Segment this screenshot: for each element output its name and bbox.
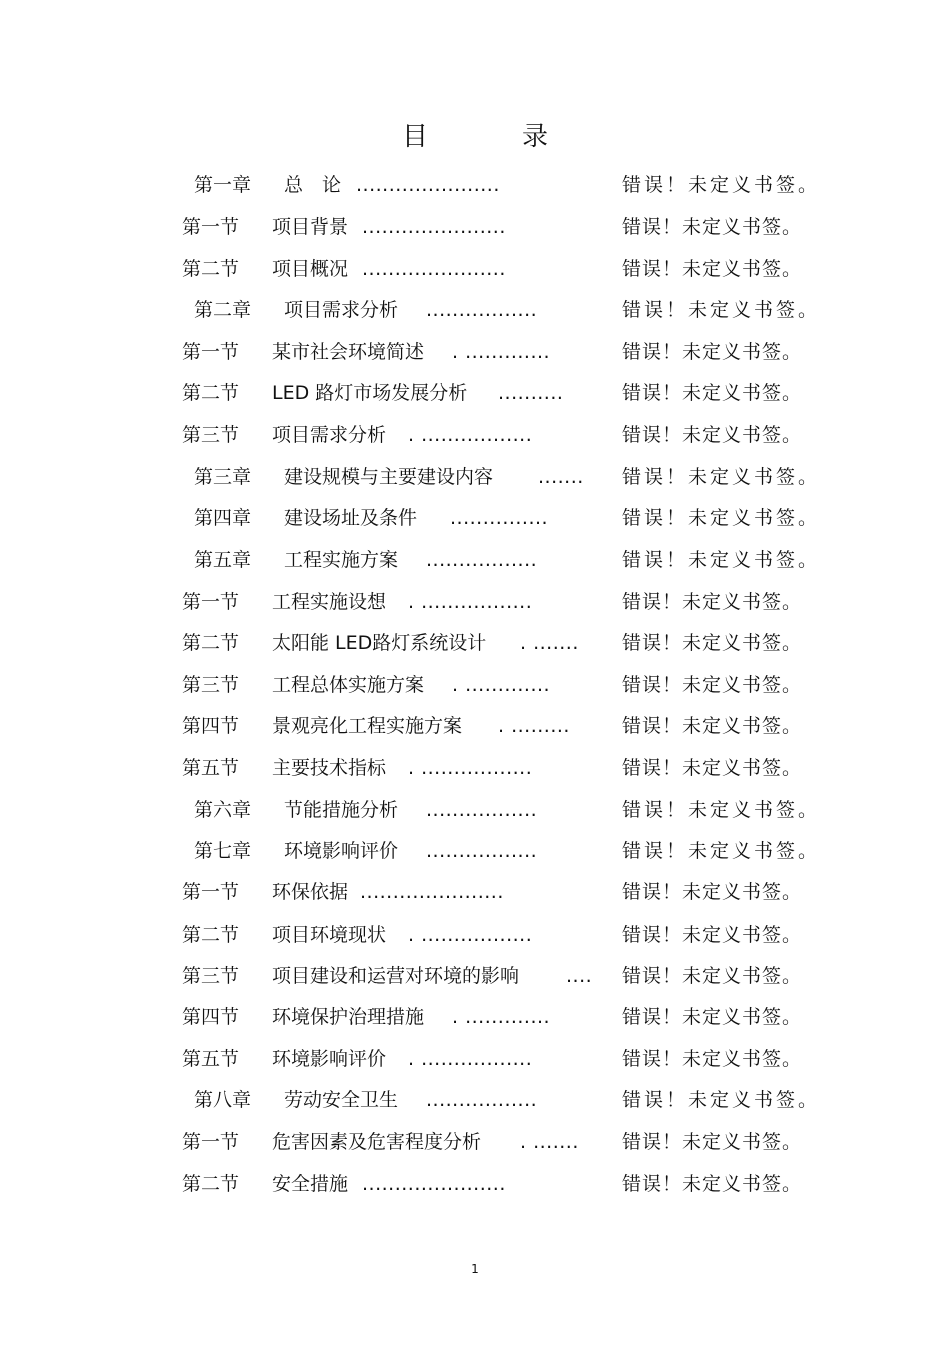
toc-page-reference: 错误！未定义书签。 [622,1173,803,1195]
toc-page-reference: 错误！未定义书签。 [622,799,821,821]
toc-page-reference: 错误！未定义书签。 [622,715,803,737]
toc-entry-title: 安全措施 [272,1173,349,1195]
toc-entry-title: 总 论 [284,174,342,196]
toc-entry[interactable] [0,665,950,705]
toc-dot-leader: .......... [498,382,564,404]
toc-page-reference: 错误！未定义书签。 [622,674,803,696]
toc-entry[interactable] [0,997,950,1037]
toc-dot-leader: ...................... [360,881,504,903]
toc-dot-leader: ................. [426,799,538,821]
toc-dot-leader: ................. [426,549,538,571]
toc-dot-leader: . ................. [408,757,533,779]
toc-entry[interactable] [0,831,950,871]
toc-page-reference: 错误！未定义书签。 [622,1048,803,1070]
toc-dot-leader: ...................... [362,258,506,280]
toc-page-reference: 错误！未定义书签。 [622,424,803,446]
toc-page-reference: 错误！未定义书签。 [622,591,803,613]
toc-entry[interactable] [0,165,950,205]
toc-entry-number: 第二章 [194,299,252,321]
toc-entry-number: 第一章 [194,174,252,196]
toc-entry-number: 第二节 [182,924,240,946]
toc-entry-number: 第四节 [182,1006,240,1028]
toc-page-reference: 错误！未定义书签。 [622,174,821,196]
toc-page-reference: 错误！未定义书签。 [622,840,821,862]
toc-entry-title: 环保依据 [272,881,349,903]
toc-dot-leader: . ................. [408,924,533,946]
toc-dot-leader: .... [566,965,593,987]
toc-entry-title: 项目建设和运营对环境的影响 [272,965,520,987]
toc-entry-number: 第二节 [182,1173,240,1195]
toc-page-reference: 错误！未定义书签。 [622,757,803,779]
toc-page-reference: 错误！未定义书签。 [622,965,803,987]
toc-entry-title: 某市社会环境简述 [272,341,425,363]
toc-entry-title: 项目环境现状 [272,924,387,946]
toc-entry[interactable] [0,457,950,497]
toc-entry-number: 第三节 [182,965,240,987]
toc-entry[interactable] [0,1080,950,1120]
toc-dot-leader: . ....... [520,632,579,654]
toc-entry-title: 太阳能 LED路灯系统设计 [272,632,487,654]
toc-page-reference: 错误！未定义书签。 [622,341,803,363]
toc-dot-leader: . ................. [408,1048,533,1070]
toc-entry[interactable] [0,790,950,830]
toc-entry[interactable] [0,956,950,996]
toc-dot-leader: ...................... [362,1173,506,1195]
toc-entry-title: 项目背景 [272,216,349,238]
toc-entry-title: 景观亮化工程实施方案 [272,715,463,737]
toc-entry-number: 第六章 [194,799,252,821]
toc-page-reference: 错误！未定义书签。 [622,1006,803,1028]
toc-page-reference: 错误！未定义书签。 [622,507,821,529]
toc-entry-number: 第一节 [182,1131,240,1153]
toc-entry-title: 工程实施设想 [272,591,387,613]
toc-entry-title: 建设场址及条件 [284,507,418,529]
toc-dot-leader: . ............. [452,1006,551,1028]
toc-page-reference: 错误！未定义书签。 [622,632,803,654]
toc-entry-title: 主要技术指标 [272,757,387,779]
toc-entry[interactable] [0,706,950,746]
toc-entry[interactable] [0,1164,950,1204]
toc-page-reference: 错误！未定义书签。 [622,549,821,571]
toc-page-reference: 错误！未定义书签。 [622,216,803,238]
toc-page-reference: 错误！未定义书签。 [622,881,803,903]
toc-dot-leader: ....... [538,466,584,488]
toc-dot-leader: ............... [450,507,549,529]
toc-entry-number: 第七章 [194,840,252,862]
toc-entry[interactable] [0,540,950,580]
toc-dot-leader: . ....... [520,1131,579,1153]
toc-entry[interactable] [0,207,950,247]
toc-dot-leader: ................. [426,299,538,321]
toc-entry-title: 工程总体实施方案 [272,674,425,696]
toc-entry[interactable] [0,1122,950,1162]
toc-entry-title: 环境影响评价 [284,840,399,862]
toc-entry-number: 第三节 [182,674,240,696]
toc-entry-number: 第八章 [194,1089,252,1111]
toc-entry[interactable] [0,249,950,289]
toc-dot-leader: . ............. [452,674,551,696]
toc-entry[interactable] [0,498,950,538]
toc-entry-number: 第五节 [182,757,240,779]
toc-entry-number: 第二节 [182,258,240,280]
toc-entry[interactable] [0,915,950,955]
toc-page-reference: 错误！未定义书签。 [622,382,803,404]
toc-title: 目 录 [401,122,582,152]
toc-entry-title: 项目需求分析 [272,424,387,446]
toc-entry-number: 第一节 [182,216,240,238]
toc-entry-title: 项目需求分析 [284,299,399,321]
toc-entry-title: 环境保护治理措施 [272,1006,425,1028]
toc-page-reference: 错误！未定义书签。 [622,299,821,321]
toc-entry-title: 项目概况 [272,258,349,280]
toc-page-reference: 错误！未定义书签。 [622,1131,803,1153]
toc-dot-leader: ...................... [362,216,506,238]
toc-entry[interactable] [0,582,950,622]
toc-entry-number: 第五节 [182,1048,240,1070]
toc-entry-title: 工程实施方案 [284,549,399,571]
toc-entry-title: 危害因素及危害程度分析 [272,1131,482,1153]
toc-entry-number: 第五章 [194,549,252,571]
toc-dot-leader: . ............. [452,341,551,363]
toc-entry-number: 第二节 [182,632,240,654]
toc-page-reference: 错误！未定义书签。 [622,924,803,946]
toc-entry-title: 建设规模与主要建设内容 [284,466,494,488]
toc-entry-number: 第一节 [182,881,240,903]
toc-dot-leader: ...................... [356,174,500,196]
toc-dot-leader: ................. [426,840,538,862]
toc-entry-title: 环境影响评价 [272,1048,387,1070]
toc-entry[interactable] [0,748,950,788]
toc-dot-leader: ................. [426,1089,538,1111]
toc-entry[interactable] [0,1039,950,1079]
toc-entry-number: 第三章 [194,466,252,488]
toc-entry-title: LED 路灯市场发展分析 [272,382,468,404]
toc-entry-number: 第四节 [182,715,240,737]
toc-page-reference: 错误！未定义书签。 [622,258,803,280]
toc-entry-number: 第四章 [194,507,252,529]
toc-entry[interactable] [0,332,950,372]
toc-entry-title: 节能措施分析 [284,799,399,821]
toc-entry-number: 第一节 [182,591,240,613]
toc-entry[interactable] [0,290,950,330]
toc-page-reference: 错误！未定义书签。 [622,1089,821,1111]
toc-entry[interactable] [0,415,950,455]
toc-entry[interactable] [0,373,950,413]
toc-dot-leader: . ................. [408,424,533,446]
page-number: 1 [471,1262,479,1276]
toc-entry-number: 第三节 [182,424,240,446]
toc-entry[interactable] [0,623,950,663]
toc-entry-title: 劳动安全卫生 [284,1089,399,1111]
toc-entry-number: 第一节 [182,341,240,363]
toc-entry[interactable] [0,872,950,912]
toc-entry-number: 第二节 [182,382,240,404]
toc-dot-leader: . ................. [408,591,533,613]
toc-page-reference: 错误！未定义书签。 [622,466,821,488]
toc-dot-leader: . ......... [498,715,570,737]
